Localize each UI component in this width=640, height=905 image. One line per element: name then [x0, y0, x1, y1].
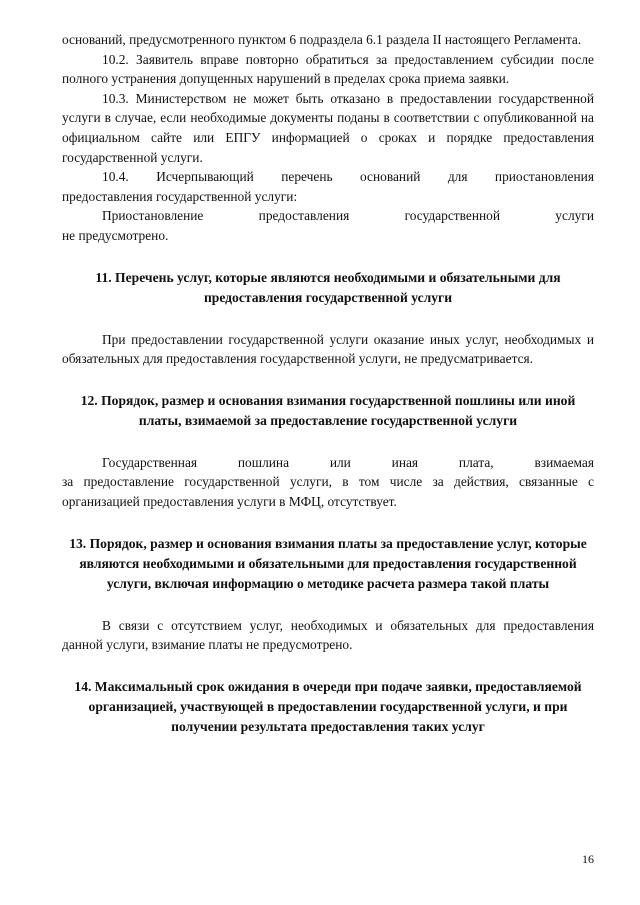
document-page — [62, 30, 594, 737]
paragraph-continuation: оснований, предусмотренного пунктом 6 подраздела 6.1 раздела II настоящего Регламента. — [62, 32, 582, 47]
paragraph-12-line1: Государственная пошлина или иная плата, взимаемая — [102, 454, 594, 470]
paragraph-suspension-line1: Приостановление предоставления государственной услуги — [102, 208, 594, 224]
section-heading-14: 14. Максимальный срок ожидания в очереди при подаче заявки, предоставляемой организацией, участвующей в предоставлении государственной услуги, и при получении результата предоставления таких услуг — [74, 678, 582, 734]
paragraph-13: В связи с отсутствием услуг, необходимых и обязательных для предоставления данной услуги, взимание платы не предусмотрено. — [62, 617, 594, 653]
paragraph-suspension-line2: не предусмотрено. — [62, 227, 169, 243]
paragraph-12-rest: за предоставление государственной услуги, в том числе за действия, связанные с организацией предоставления услуги в МФЦ, отсутствует. — [62, 474, 594, 509]
paragraph-10-4-line1: 10.4. Исчерпывающий перечень оснований для приостановления — [102, 169, 594, 185]
paragraph-10-4-line2: предоставления государственной услуги: — [62, 188, 298, 204]
section-heading-11: 11. Перечень услуг, которые являются необходимыми и обязательными для предоставления государственной услуги — [95, 269, 561, 305]
page-number: 16 — [582, 852, 594, 866]
section-heading-12: 12. Порядок, размер и основания взимания государственной пошлины или иной платы, взимаемой за предоставление государственной услуги — [80, 392, 576, 428]
paragraph-10-3: 10.3. Министерством не может быть отказано в предоставлении государственной услуги в случае, если необходимые документы поданы в соответствии с опубликованной на официальном сайте или ЕПГУ информацией о сроках и порядке предоставления государственной услуги. — [62, 90, 594, 165]
paragraph-11: При предоставлении государственной услуги оказание иных услуг, необходимых и обязательных для предоставления государственной услуги, не предусматривается. — [62, 331, 594, 367]
paragraph-10-2: 10.2. Заявитель вправе повторно обратиться за предоставлением субсидии после полного устранения допущенных нарушений в пределах срока приема заявки. — [62, 51, 594, 87]
section-heading-13: 13. Порядок, размер и основания взимания платы за предоставление услуг, которые являются необходимыми и обязательными для предоставления государственной услуги, включая информацию о методике расчета размера такой платы — [69, 535, 587, 591]
